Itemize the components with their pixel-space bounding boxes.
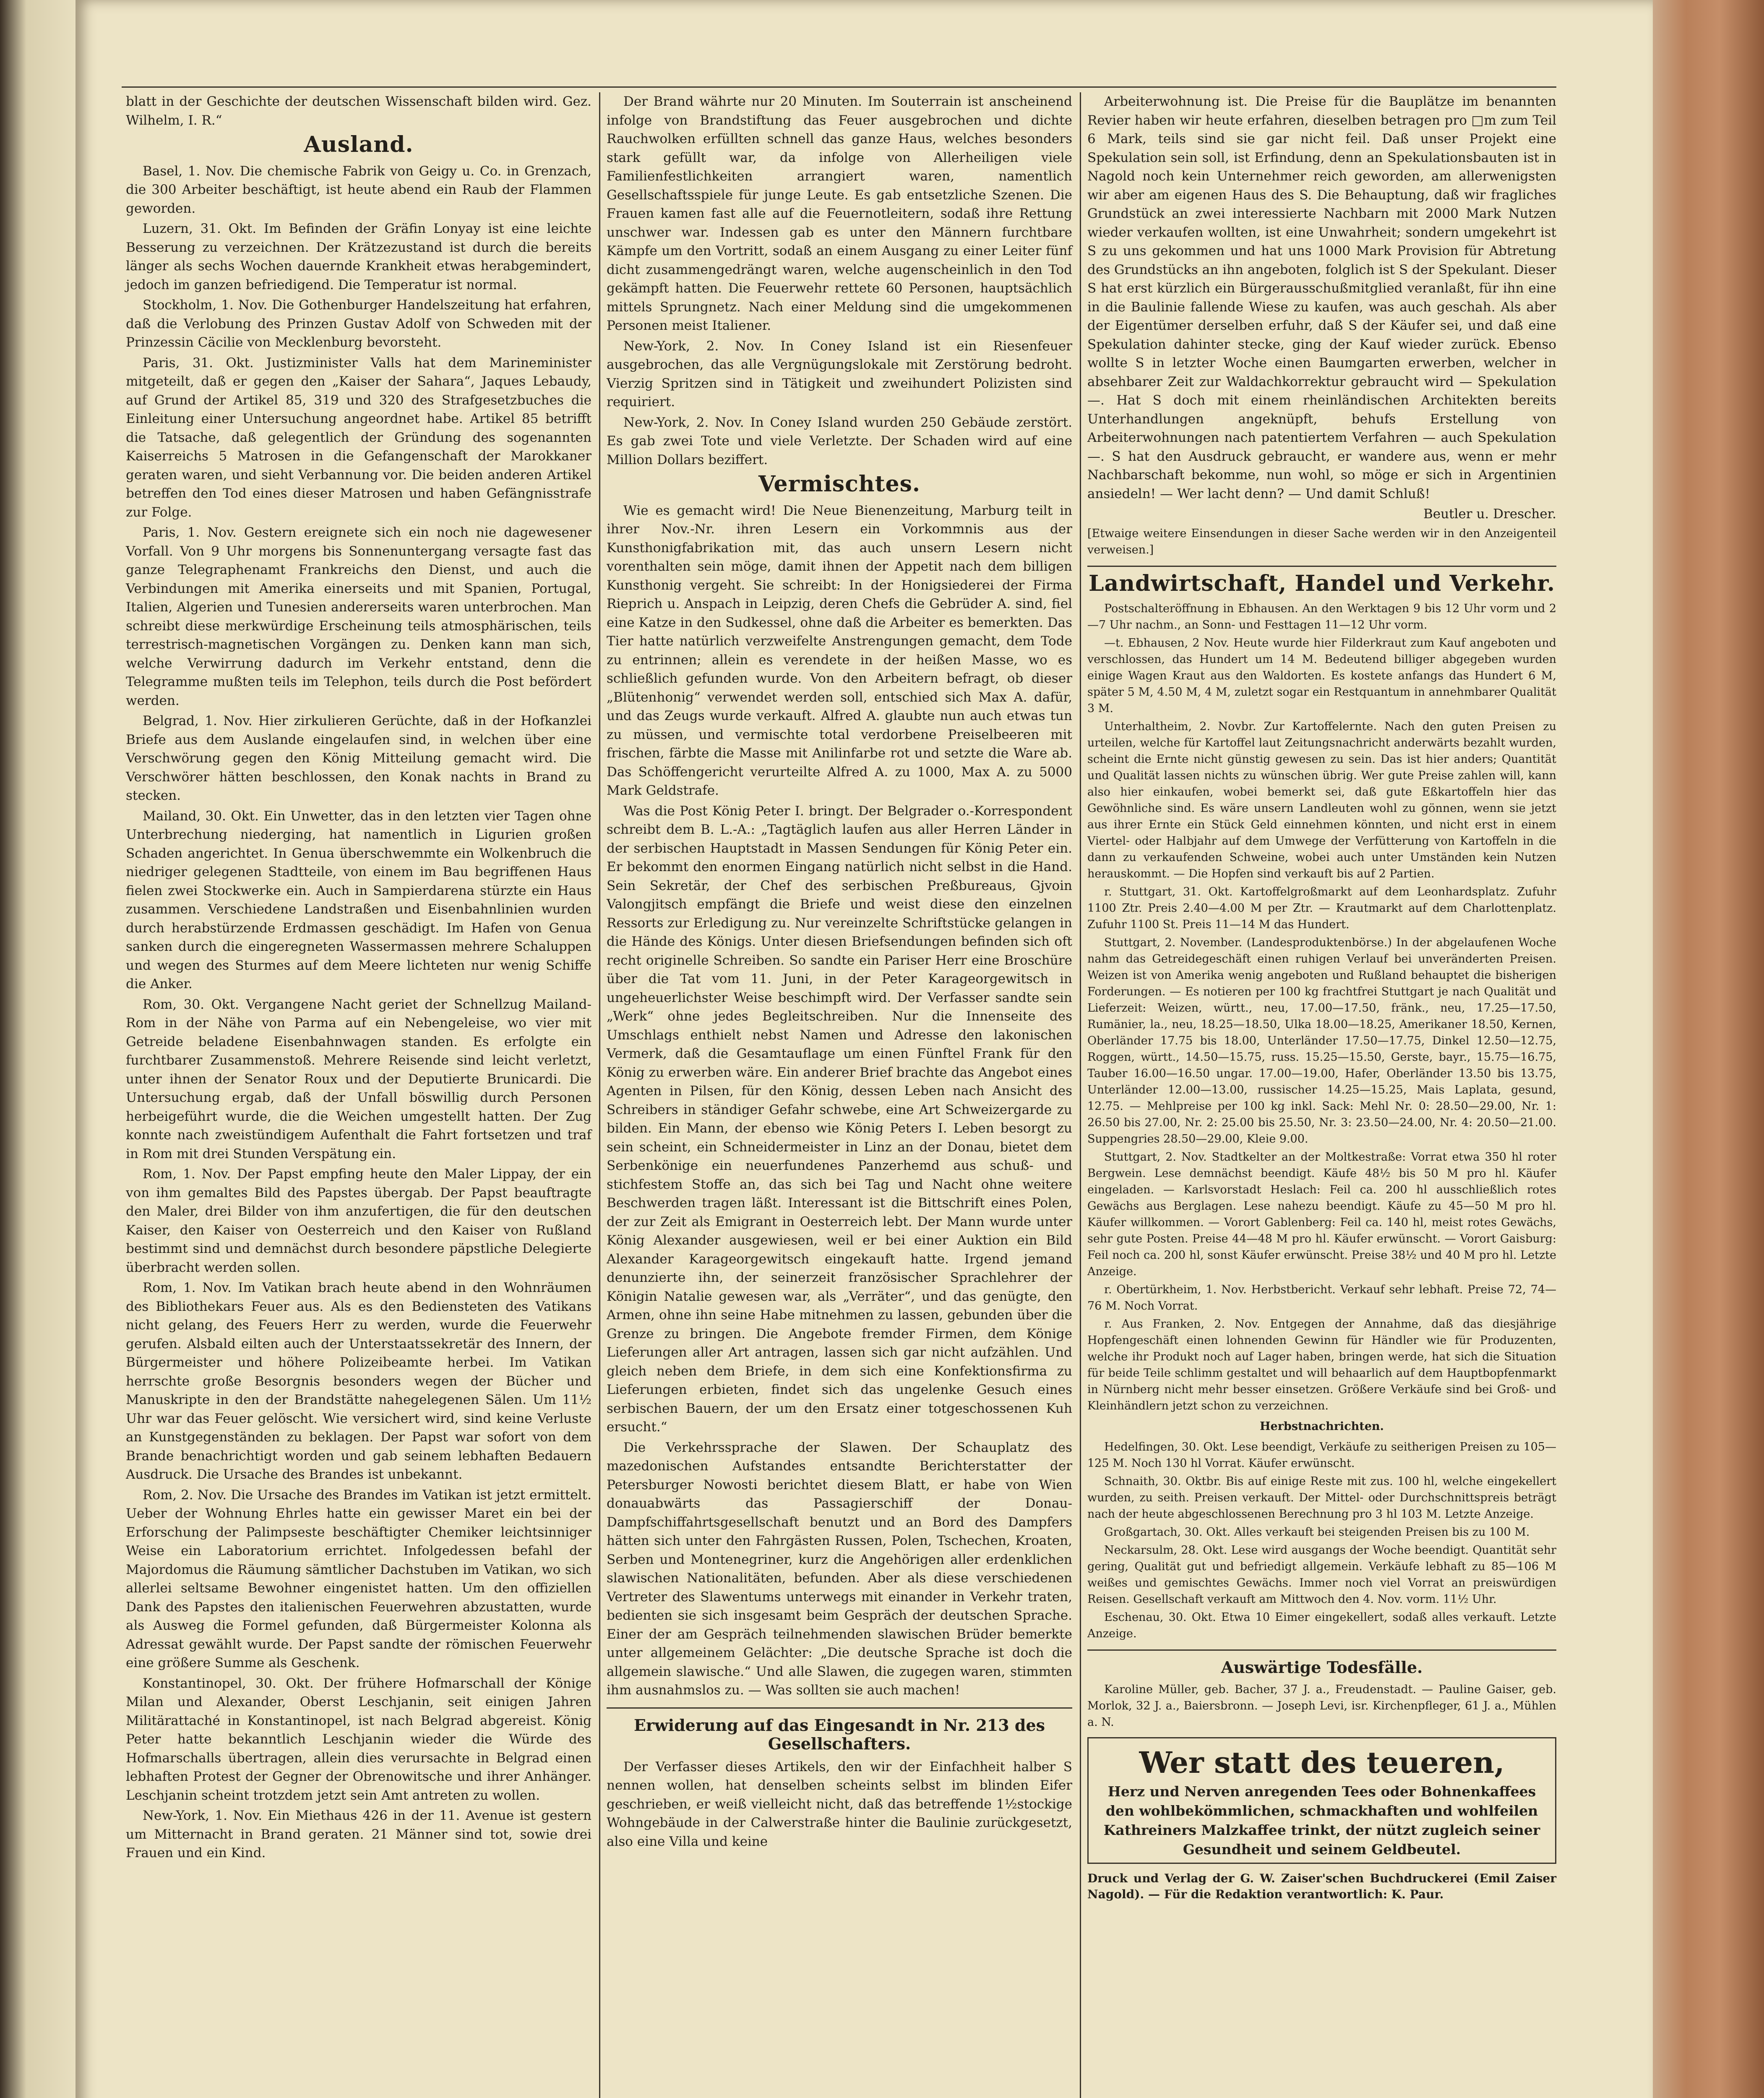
- vermischtes-articles: [607, 501, 1072, 1700]
- article-paragraph: Was die Post König Peter I. bringt. Der Belgrader o.-Korrespondent schreibt dem B. L.-A.: „Tagtäglich laufen aus aller Herren Länder in der serbischen Hauptstadt in Massen Sendungen für König Peter ein. Er bekommt den enormen Eingang natürlich nicht selbst in die Hand. Sein Sekretär, der Chef des serbischen Preßbureaus, Gjvoin Valongjitsch empfängt die Briefe und weist diese den einzelnen Ressorts zur Erledigung zu. Nur vereinzelte Schriftstücke gelangen in die Hände des Königs. Unter diesen Briefsendungen befinden sich oft recht originelle Schreiben. So sandte ein Pariser Herr eine Broschüre über die Tat vom 11. Juni, in der Peter Karageorgewitsch in ungeheuerlichster Weise beschimpft wird. Der Verfasser sandte sein „Werk“ ohne jedes Begleitschreiben. Nur die Innenseite des Umschlags enthielt nebst Namen und Adresse den lakonischen Vermerk, daß die Gesamtauflage um einen Fünftel Frank für den König zu erwerben wäre. Ein anderer Brief brachte das Angebot eines Agenten in Pilsen, für den König, dessen Leben nach Ansicht des Schreibers in ständiger Gefahr schwebe, eine Art Schweizergarde zu bilden. Ein Mann, der ebenso wie König Peters I. Leben besorgt zu sein scheint, ein Schneidermeister in Linz an der Donau, bietet dem Serbenkönige ein neuerfundenes Panzerhemd aus schuß- und stichfestem Stoffe an, das sich bei Tag und Nacht ohne weitere Beschwerden tragen läßt. Interessant ist die Bittschrift eines Polen, der zur Zeit als Emigrant in Oesterreich lebt. Der Mann wurde unter König Alexander ausgewiesen, weil er bei einer Auktion ein Bild Alexander Karageorgewitsch eingekauft hatte. Irgend jemand denunzierte ihn, der seinerzeit französischer Sprachlehrer der Königin Natalie gewesen war, als „Verräter“, und das genügte, den Armen, ohne ihn seine Habe mitnehmen zu lassen, gebunden über die Grenze zu bringen. Die Angebote fremder Firmen, dem Könige Lieferungen aller Art antragen, lassen sich gar nicht aufzählen. Und gleich neben dem Briefe, in dem sich eine Konfektionsfirma zu Lieferungen erbieten, findet sich das ungelenke Gesuch eines serbischen Bauern, der um den Ersatz einer totgeschossenen Kuh ersucht.“: [607, 803, 1072, 1435]
- section-heading-landwirtschaft: Landwirtschaft, Handel und Verkehr.: [1088, 570, 1556, 596]
- erwiderung-continued: [1087, 92, 1556, 503]
- article-paragraph: Großgartach, 30. Okt. Alles verkauft bei steigenden Preisen bis zu 100 M.: [1104, 1526, 1530, 1539]
- ad-text: Herz und Nerven anregenden Tees oder Bohnenkaffees den wohlbekömmlichen, schmackhaften und wohlfeilen Kathreiners Malzkaffee trinkt, der nützt zugleich seiner Gesundheit und seinem Geldbeutel.: [1103, 1783, 1540, 1858]
- column-3: [1087, 92, 1556, 1904]
- article-paragraph: r. Stuttgart, 31. Okt. Kartoffelgroßmarkt auf dem Leonhardsplatz. Zufuhr 1100 Ztr. Preis 2.40—4.00 M per Ztr. — Krautmarkt auf dem Charlottenplatz. Zufuhr 1100 St. Preis 11—14 M das Hundert.: [1087, 885, 1556, 931]
- ad-heading: Wer statt des teueren,: [1139, 1745, 1505, 1780]
- newyork-articles: [607, 92, 1072, 469]
- top-rule: [122, 86, 1556, 88]
- article-paragraph: Rom, 1. Nov. Im Vatikan brach heute abend in den Wohnräumen des Bibliothekars Feuer aus. Als es den Bediensteten des Vatikans nicht gelang, des Feuers Herr zu werden, wurde die Feuerwehr gerufen. Alsbald eilten auch der Unterstaatssekretär des Innern, der Bürgermeister und höhere Polizeibeamte herbei. Im Vatikan herrschte große Besorgnis besonders wegen der Bücher und Manuskripte in den der Brandstätte nahegelegenen Sälen. Um 11½ Uhr war das Feuer gelöscht. Wie versichert wird, sind keine Verluste an Kunstgegenständen zu beklagen. Der Papst war sofort von dem Brande benachrichtigt worden und gab seinem lebhaften Bedauern Ausdruck. Die Ursache des Brandes ist unbekannt.: [126, 1280, 591, 1482]
- book-binding-edge: [1653, 0, 1764, 2098]
- article-paragraph: Neckarsulm, 28. Okt. Lese wird ausgangs der Woche beendigt. Quantität sehr gering, Qualität gut und befriedigt allgemein. Verkäufe lebhaft zu 85—106 M weißes und gemischtes Gewächs. Immer noch viel Vorrat an preiswürdigen Reisen. Gesellschaft verkauft am Mittwoch den 4. Nov. vorm. 11½ Uhr.: [1087, 1544, 1556, 1606]
- article-paragraph: Basel, 1. Nov. Die chemische Fabrik von Geigy u. Co. in Grenzach, die 300 Arbeiter beschäftigt, ist heute abend ein Raub der Flammen geworden.: [126, 163, 591, 216]
- section-heading-ausland: Ausland.: [304, 132, 414, 157]
- section-rule: [607, 1707, 1072, 1709]
- section-rule: [1087, 566, 1556, 567]
- article-paragraph: Schnaith, 30. Oktbr. Bis auf einige Reste mit zus. 100 hl, welche eingekellert wurden, zu seith. Preisen verkauft. Der Mittel- oder Durchschnittspreis beträgt nach der heute abgeschlossenen Berechnung pro 3 hl 103 M. Letzte Anzeige.: [1087, 1475, 1556, 1521]
- article-paragraph: Arbeiterwohnung ist. Die Preise für die Bauplätze im benannten Revier haben wir heute erfahren, dieselben betragen pro □m zum Teil 6 Mark, teils sind sie gar nicht feil. Daß unser Projekt eine Spekulation sein soll, ist Erfindung, denn an Spekulationsbauten ist in Nagold noch kein Unternehmer reich geworden, am allerwenigsten wir aber am eigenen Haus des S. Die Behauptung, daß wir fragliches Grundstück an zwei interessierte Nachbarn mit 2000 Mark Nutzen wieder verkaufen wollten, ist eine Unwahrheit; sondern umgekehrt ist S zu uns gekommen und hat uns 1000 Mark Provision für Abtretung des Grundstücks an ihn angeboten, folglich ist S der Spekulant. Dieser S hat erst kürzlich ein Bürgerausschußmitglied veranlaßt, für ihn eine in die Baulinie fallende Wiese zu kaufen, was auch geschah. Als aber der Eigentümer derselben erfuhr, daß S der Käufer sei, und daß eine Spekulation dahinter stecke, ging der Kauf wieder zurück. Ebenso wollte S in letzter Woche einen Baumgarten erwerben, welcher in absehbarer Zeit zur Waldachkorrektur gebraucht wird — Spekulation —. Hat S doch mit einem rheinländischen Architekten bereits Unterhandlungen angeknüpft, behufs Erstellung von Arbeiterwohnungen nach patentiertem Verfahren — auch Spekulation —. S hat den Ausdruck gebraucht, er wandere aus, wenn er mehr Nachbarschaft bekomme, nun wohl, so möge er sich in Argentinien ansiedeln! — Wer lacht denn? — Und damit Schluß!: [1087, 94, 1556, 501]
- herbst-heading: Herbstnachrichten.: [1260, 1420, 1384, 1433]
- article-paragraph: Konstantinopel, 30. Okt. Der frühere Hofmarschall der Könige Milan und Alexander, Oberst Leschjanin, seit einigen Jahren Militärattaché in Konstantinopel, ist nach Belgrad abgereist. König Peter hatte bekanntlich Leschjanin wieder die Würde des Hofmarschalls übertragen, allein dies verursachte in Belgrad einen lebhaften Protest der Gegner der Obrenowitsche und ihrer Anhänger. Leschjanin scheint trotzdem jetzt sein Amt antreten zu wollen.: [126, 1675, 591, 1803]
- ausland-articles: [126, 162, 591, 1863]
- column-2: [607, 92, 1072, 1853]
- advertisement: [1087, 1737, 1556, 1864]
- article-paragraph: Rom, 2. Nov. Die Ursache des Brandes im Vatikan ist jetzt ermittelt. Ueber der Wohnung Ehrles hatte ein gewisser Maret ein bei der Erforschung der Palimpseste beschäftigter Chemiker leichtsinniger Weise ein Laboratorium errichtet. Infolgedessen befahl der Majordomus die Räumung sämtlicher Dachstuben im Vatikan, wo sich allerlei seltsame Bewohner eingenistet hatten. Um den offiziellen Dank des Papstes den italienischen Feuerwehren abzustatten, wurde als Ausweg die Formel gefunden, daß Bürgermeister Kolonna als Adressat gewählt wurde. Der Papst sandte der römischen Feuerwehr eine größere Summe als Geschenk.: [126, 1487, 591, 1670]
- article-paragraph: Rom, 30. Okt. Vergangene Nacht geriet der Schnellzug Mailand-Rom in der Nähe von Parma auf ein Nebengeleise, wo vier mit Getreide beladene Eisenbahnwagen standen. Es erfolgte ein furchtbarer Zusammenstoß. Mehrere Reisende sind leicht verletzt, unter ihnen der Senator Roux und der Deputierte Brunicardi. Die Untersuchung ergab, daß der Unfall böswillig durch Personen herbeigeführt wurde, die die Weichen umgestellt hatten. Der Zug konnte nach zweistündigem Aufenthalt die Fahrt fortsetzen und traf in Rom mit drei Stunden Verspätung ein.: [126, 997, 591, 1161]
- article-paragraph: New-York, 2. Nov. In Coney Island ist ein Riesenfeuer ausgebrochen, das alle Vergnügungslokale mit Zerstörung bedroht. Vierzig Spritzen sind in Tätigkeit und zweihundert Polizisten sind requiriert.: [607, 338, 1072, 410]
- erwiderung-text: Der Verfasser dieses Artikels, den wir der Einfachheit halber S nennen wollen, hat denselben scheints selbst im blinden Eifer geschrieben, er weiß vielleicht nicht, daß das betreffende 1½stockige Wohngebäude in der Calwerstraße hinter die Baulinie zurückgesetzt, also eine Villa und keine: [607, 1759, 1072, 1849]
- article-paragraph: Stuttgart, 2. Nov. Stadtkelter an der Moltkestraße: Vorrat etwa 350 hl roter Bergwein. Lese demnächst beendigt. Käufe 48½ bis 50 M pro hl. Käufer eingeladen. — Karlsvorstadt Heslach: Feil ca. 200 hl ausschließlich rotes Gewächs aus Berglagen. Lese nahezu beendigt. Käufe zu 45—50 M pro hl. Käufer willkommen. — Vorort Gablenberg: Feil ca. 140 hl, meist rotes Gewächs, sehr gute Posten. Preise 44—48 M pro hl. Käufer erwünscht. — Vorort Gaisburg: Feil noch ca. 200 hl, sonst Käufer erwünscht. Preise 38½ und 40 M pro hl. Letzte Anzeige.: [1087, 1151, 1556, 1278]
- article-paragraph: Paris, 1. Nov. Gestern ereignete sich ein noch nie dagewesener Vorfall. Von 9 Uhr morgens bis Sonnenuntergang versagte fast das ganze Telegraphenamt Frankreichs den Dienst, und auch die Verbindungen mit Amerika einerseits und mit Spanien, Portugal, Italien, Algerien und Tunesien andererseits waren unterbrochen. Man schreibt diese merkwürdige Erscheinung teils atmosphärischen, teils terrestrisch-magnetischen Vorgängen zu. Denken kann man sich, welche Verwirrung dadurch im Verkehr entstand, denn die Telegramme mußten teils im Telephon, teils durch die Post befördert werden.: [126, 525, 591, 708]
- article-paragraph: Hedelfingen, 30. Okt. Lese beendigt, Verkäufe zu seitherigen Preisen zu 105—125 M. Noch 130 hl Vorrat. Käufer erwünscht.: [1087, 1440, 1556, 1470]
- article-paragraph: r. Aus Franken, 2. Nov. Entgegen der Annahme, daß das diesjährige Hopfengeschäft einen lohnenden Gewinn für Händler wie für Produzenten, welche ihr Produkt noch auf Lager haben, bringen werde, hat sich die Situation für beide Teile schlimm gestaltet und will behaarlich auf dem Hauptbopfenmarkt in Nürnberg nicht mehr besser einsetzen. Größere Verkäufe sind bei Groß- und Kleinhändlern jetzt schon zu verzeichnen.: [1087, 1318, 1556, 1412]
- article-paragraph: Stuttgart, 2. November. (Landesproduktenbörse.) In der abgelaufenen Woche nahm das Getreidegeschäft einen ruhigen Verlauf bei unveränderten Preisen. Weizen ist von Amerika wenig angeboten und Rußland behauptet die bisherigen Forderungen. — Es notieren per 100 kg frachtfrei Stuttgart je nach Qualität und Lieferzeit: Weizen, württ., neu, 17.00—17.50, fränk., neu, 17.25—17.50, Rumänier, la., neu, 18.25—18.50, Ulka 18.00—18.25, Amerikaner 18.50, Kernen, Oberländer 17.75 bis 18.00, Unterländer 17.50—17.75, Dinkel 12.50—12.75, Roggen, württ., 14.50—15.75, russ. 15.25—15.50, Gerste, bayr., 15.75—16.75, Tauber 16.00—16.50 ungar. 17.00—19.00, Hafer, Oberländer 13.50 bis 13.75, Unterländer 12.00—13.00, russischer 14.25—15.25, Mais Laplata, gesund, 12.75. — Mehlpreise per 100 kg inkl. Sack: Mehl Nr. 0: 28.50—29.00, Nr. 1: 26.50 bis 27.00, Nr. 2: 25.00 bis 25.50, Nr. 3: 23.50—24.00, Nr. 4: 20.50—21.00. Suppengries 28.50—29.00, Kleie 9.00.: [1087, 936, 1556, 1146]
- column-divider: [1080, 92, 1081, 2098]
- article-paragraph: New-York, 2. Nov. In Coney Island wurden 250 Gebäude zerstört. Es gab zwei Tote und viele Verletzte. Der Schaden wird auf eine Million Dollars beziffert.: [607, 415, 1072, 467]
- article-paragraph: —t. Ebhausen, 2 Nov. Heute wurde hier Filderkraut zum Kauf angeboten und verschlossen, das Hundert um 14 M. Bedeutend billiger abgegeben wurden einige Wagen Kraut aus den Waldorten. Es kostete anfangs das Hundert 6 M, später 5 M, 4.50 M, 4 M, zuletzt sogar ein Restquantum in annehmbarer Qualität 3 M.: [1087, 637, 1556, 715]
- article-paragraph: Unterhaltheim, 2. Novbr. Zur Kartoffelernte. Nach den guten Preisen zu urteilen, welche für Kartoffel laut Zeitungsnachricht anderwärts bezahlt wurden, scheint die Ernte nicht günstig gewesen zu sein. Das ist hier anders; Quantität und Qualität lassen nichts zu wünschen übrig. Wer gute Preise zahlen will, kann also hier einkaufen, wobei bemerkt sei, daß gute Eßkartoffeln hier das Gewöhnliche sind. Es wäre unsern Landleuten wohl zu gönnen, wenn sie jetzt aus ihrer Ernte ein Stück Geld einnehmen könnten, und nicht erst in einem Viertel- oder Halbjahr auf dem Umwege der Verfütterung von Kartoffeln in die dann zu verkaufenden Schweine, wobei auch unter Umständen kein Nutzen herauskommt. — Die Hopfen sind verkauft bis auf 2 Partien.: [1087, 720, 1556, 880]
- section-rule: [1087, 1649, 1556, 1651]
- book-gutter: [0, 0, 76, 2098]
- article-paragraph: New-York, 1. Nov. Ein Miethaus 426 in der 11. Avenue ist gestern um Mitternacht in Brand geraten. 21 Männer sind tot, sowie drei Frauen und ein Kind.: [126, 1808, 591, 1861]
- article-paragraph: Belgrad, 1. Nov. Hier zirkulieren Gerüchte, daß in der Hofkanzlei Briefe aus dem Auslande eingelaufen sind, in welchen über eine Verschwörung gegen den König Mitteilung gemacht wird. Die Verschwörer hätten beschlossen, den Konak nachts in Brand zu stecken.: [126, 713, 591, 803]
- article-paragraph: Paris, 31. Okt. Justizminister Valls hat dem Marineminister mitgeteilt, daß er gegen den „Kaiser der Sahara“, Jaques Lebaudy, auf Grund der Artikel 85, 319 und 320 des Strafgesetzbuches die Einleitung einer Untersuchung angeordnet habe. Artikel 85 betrifft die Tatsache, daß gelegentlich der Gründung des sogenannten Kaiserreichs 5 Matrosen in die Gefangenschaft der Marokkaner geraten waren, und sieht Verbannung vor. Die beiden anderen Artikel betreffen den Tod eines dieser Matrosen und haben Gefängnisstrafe zur Folge.: [126, 355, 591, 520]
- article-paragraph: Mailand, 30. Okt. Ein Unwetter, das in den letzten vier Tagen ohne Unterbrechung niederging, hat namentlich in Ligurien großen Schaden angerichtet. In Genua überschwemmte ein Wolkenbruch die niedriger gelegenen Stadtteile, von einem im Bau begriffenen Haus fielen zwei Stockwerke ein. Auch in Sampierdarena stürzte ein Haus zusammen. Verschiedene Landstraßen und Eisenbahnlinien wurden durch herabstürzende Erdmassen geschädigt. Im Hafen von Genua sanken durch die eingeregneten Wassermassen mehrere Schaluppen und wegen des Sturmes auf dem Meere lichteten nur wenig Schiffe die Anker.: [126, 808, 591, 992]
- article-paragraph: Stockholm, 1. Nov. Die Gothenburger Handelszeitung hat erfahren, daß die Verlobung des Prinzen Gustav Adolf von Schweden mit der Prinzessin Cäcilie von Mecklenburg bevorsteht.: [126, 297, 591, 350]
- article-paragraph: Rom, 1. Nov. Der Papst empfing heute den Maler Lippay, der ein von ihm gemaltes Bild des Papstes übergab. Der Papst beauftragte den Maler, drei Bilder von ihm anzufertigen, die für den deutschen Kaiser, den Kaiser von Oesterreich und den Kaiser von Rußland bestimmt sind und demnächst durch besondere päpstliche Delegierte überbracht werden sollen.: [126, 1166, 591, 1275]
- market-reports: [1087, 600, 1556, 1414]
- article-paragraph: Die Verkehrssprache der Slawen. Der Schauplatz des mazedonischen Aufstandes entsandte Berichterstatter der Petersburger Nowosti berichtet diesem Blatt, er habe von Wien donauabwärts das Passagierschiff der Donau-Dampfschiffahrtsgesellschaft benutzt und an Bord des Dampfers hätten sich unter den Fahrgästen Russen, Polen, Tschechen, Kroaten, Serben und Montenegriner, kurz die Angehörigen aller erdenklichen slawischen Nationalitäten, befunden. Aber als diese verschiedenen Vertreter des Slawentums unterwegs mit einander in Verkehr traten, bedienten sie sich insgesamt beim Gespräch der deutschen Sprache. Einer der am Gespräch teilnehmenden slawischen Brüder bemerkte unter allgemeinem Gelächter: „Die deutsche Sprache ist doch die allgemein slawische.“ Und alle Slawen, die zugegen waren, stimmten ihm ausnahmslos zu. — Was sollten sie auch machen!: [607, 1440, 1072, 1698]
- column-1: [126, 92, 591, 1864]
- editor-note: [Etwaige weitere Einsendungen in dieser Sache werden wir in den Anzeigenteil verweisen.]: [1087, 527, 1556, 556]
- article-paragraph: Eschenau, 30. Okt. Etwa 10 Eimer eingekellert, sodaß alles verkauft. Letzte Anzeige.: [1087, 1611, 1556, 1640]
- intro-text: blatt in der Geschichte der deutschen Wissenschaft bilden wird. Gez. Wilhelm, I. R.“: [126, 94, 591, 128]
- column-divider: [599, 92, 600, 2098]
- article-paragraph: Der Brand währte nur 20 Minuten. Im Souterrain ist anscheinend infolge von Brandstiftung das Feuer ausgebrochen und dichte Rauchwolken erfüllten schnell das ganze Haus, welches besonders stark gefüllt war, da infolge von Allerheiligen viele Familienfestlichkeiten arrangiert waren, namentlich Gesellschaftsspiele für junge Leute. Es gab entsetzliche Szenen. Die Frauen kamen fast alle auf die Feuernotleitern, sodaß ihre Rettung unschwer war. Indessen gab es unter den Männern furchtbare Kämpfe um den Vortritt, sodaß an einem Ausgang zu einer Leiter fünf dicht zusammengedrängt waren, welche augenscheinlich in den Tod gekämpft hatten. Die Feuerwehr rettete 60 Personen, hauptsächlich mittels Sprungnetz. Nach einer Meldung sind die umgekommenen Personen meist Italiener.: [607, 94, 1072, 333]
- deaths-heading: Auswärtige Todesfälle.: [1221, 1658, 1423, 1677]
- article-paragraph: r. Obertürkheim, 1. Nov. Herbstbericht. Verkauf sehr lebhaft. Preise 72, 74—76 M. Noch Vorrat.: [1087, 1283, 1556, 1313]
- article-paragraph: Wie es gemacht wird! Die Neue Bienenzeitung, Marburg teilt in ihrer Nov.-Nr. ihren Lesern ein Vorkommnis aus der Kunsthonigfabrikation mit, das auch unsern Lesern nicht vorenthalten sein möge, damit ihnen der Appetit nach dem billigen Kunsthonig vergeht. Sie schreibt: In der Honigsiederei der Firma Rieprich u. Anspach in Leipzig, deren Chefs die Gebrüder A. sind, fiel eine Katze in den Sudkessel, ohne daß die Arbeiter es bemerkten. Das Tier hatte natürlich verzweifelte Anstrengungen gemacht, dem Tode zu entrinnen; allein es verendete in der heißen Masse, wo es schließlich gefunden wurde. Von den Arbeitern befragt, ob dieser „Blütenhonig“ verwendet werden soll, entschied sich Max A. dafür, und das Zeugs wurde verkauft. Alfred A. glaubte nun auch etwas tun zu müssen, und vermischte total verdorbene Preiselbeeren mit frischen, färbte die Masse mit Anilinfarbe rot und setzte die Ware ab. Das Schöffengericht verurteilte Alfred A. zu 1000, Max A. zu 5000 Mark Geldstrafe.: [607, 503, 1072, 798]
- herbst-reports: [1087, 1439, 1556, 1642]
- imprint: Druck und Verlag der G. W. Zaiser'schen Buchdruckerei (Emil Zaiser Nagold). — Für die Redaktion verantwortlich: K. Paur.: [1087, 1871, 1556, 1901]
- section-heading-vermischtes: Vermischtes.: [758, 471, 921, 497]
- article-paragraph: Postschalteröffnung in Ebhausen. An den Werktagen 9 bis 12 Uhr vorm und 2—7 Uhr nachm., an Sonn- und Festtagen 11—12 Uhr vorm.: [1087, 602, 1556, 631]
- erwiderung-heading: Erwiderung auf das Eingesandt in Nr. 213 des Gesellschafters.: [633, 1715, 1045, 1753]
- article-paragraph: Luzern, 31. Okt. Im Befinden der Gräfin Lonyay ist eine leichte Besserung zu verzeichnen. Der Krätzezustand ist durch die bereits länger als sechs Wochen dauernde Krankheit etwas herabgemindert, jedoch im ganzen befriedigend. Die Temperatur ist normal.: [126, 221, 591, 292]
- signature: Beutler u. Drescher.: [1423, 506, 1556, 522]
- deaths-text: Karoline Müller, geb. Bacher, 37 J. a., Freudenstadt. — Pauline Gaiser, geb. Morlok, 32 J. a., Baiersbronn. — Joseph Levi, isr. Kirchenpfleger, 61 J. a., Mühlen a. N.: [1087, 1683, 1556, 1729]
